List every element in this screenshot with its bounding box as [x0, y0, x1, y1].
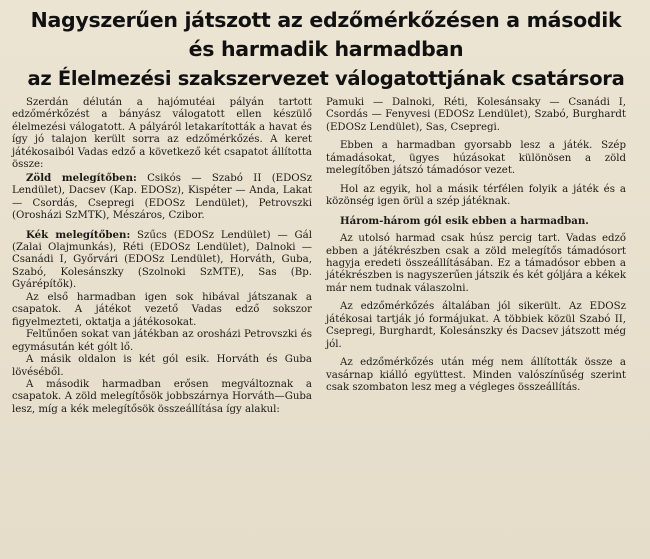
paragraph-first-period: Az első harmadban igen sok hibával játszanak a csapatok. A játékot vezető Vadas edző sokszor figyelmezteti, oktatja a játékosokat.	[12, 291, 312, 328]
paragraph-blue-lineup-continued: Pamuki — Dalnoki, Réti, Kolesánsaky — Csanádi I, Csordás — Fenyvesi (EDOSz Lendület), Szabó, Burghardt (EDOSz Lendület), Sas, Csepregi.	[326, 97, 626, 133]
green-team-lineup: Csikós — Szabó II (EDOSz Lendület), Dacsev (Kap. EDOSz), Kispéter — Anda, Lakat — Csordás, Csepregi (EDOSz Lendület), Petrovszki (Orosházi SzMTK), Mészáros, Czibor.	[12, 172, 312, 222]
paragraph-summary: Az edzőmérkőzés általában jól sikerült. Az EDOSz játékosai tartják jó formájukat. A többiek közül Szabó II, Csepregi, Burghardt, Kolesánszky és Dacsev játszott még jól.	[326, 301, 626, 350]
green-team-label: Zöld melegítőben:	[26, 171, 137, 184]
left-column	[12, 97, 312, 416]
headline-line-1: Nagyszerűen játszott az edzőmérkőzésen a második	[30, 8, 622, 32]
headline-line-3: az Élelmezési szakszervezet válogatottjának csatársora	[27, 67, 625, 90]
paragraph-petrovszki: Feltűnően sokat van játékban az orosházi Petrovszki és egymásután két gólt lő.	[12, 329, 312, 353]
paragraph-blue-team	[12, 229, 312, 292]
paragraph-faster-play: Ebben a harmadban gyorsabb lesz a játék. Szép támadásokat, ügyes húzásokat különösen a zöld melegítőben játszó támadósor vezet.	[326, 140, 626, 177]
paragraph-final-lineup: Az edzőmérkőzés után még nem állították össze a vasárnap kiálló együttest. Minden valószínűség szerint csak szombaton lesz meg a végleges összeállítás.	[326, 357, 626, 394]
paragraph-goals: Három-három gól esik ebben a harmadban.	[340, 214, 589, 227]
blue-team-label: Kék melegítőben:	[26, 228, 131, 241]
paragraph-crowd: Hol az egyik, hol a másik térfélen folyik a játék és a közönség igen örül a szép játéknak.	[326, 183, 626, 208]
paragraph-intro: Szerdán délután a hajómutéai pályán tartott edzőmérkőzést a bányász válogatott ellen készülő élelmezési válogatott. A pályáról letakarították a havat és így jó talajon került sorra az edzőmérkőzés. A keret játékosaiból Vadas edző a következő két csapatot állította össze:	[12, 97, 312, 171]
blue-team-lineup: Szűcs (EDOSz Lendület) — Gál (Zalai Olajmunkás), Réti (EDOSz Lendület), Dalnoki — Csanádi I, Győrvári (EDOSz Lendület), Horváth, Guba, Szabó, Kolesánszky (Szolnoki SzMTE), Sas (Bp. Gyárépítők).	[12, 229, 312, 291]
headline	[12, 6, 640, 93]
paragraph-second-period: A második harmadban erősen megváltoznak a csapatok. A zöld melegítősök jobbszárnya Horváth—Guba lesz, míg a kék melegítősök összeállítása így alakul:	[12, 378, 312, 415]
right-column	[326, 97, 626, 416]
paragraph-green-team	[12, 172, 312, 223]
article-body	[12, 97, 640, 416]
headline-line-2: és harmadik harmadban	[188, 37, 464, 61]
paragraph-last-period: Az utolsó harmad csak húsz percig tart. Vadas edző ebben a játékrészben csak a zöld melegítős támadósort hagyja eredeti összeállításában. Ez a támadósor ebben a játékrészben is nagyszerűen játszik és két góljára a kékek már nem tudnak válaszolni.	[326, 233, 626, 294]
paragraph-other-side: A másik oldalon is két gól esik. Horváth és Guba lövéséből.	[12, 354, 312, 378]
